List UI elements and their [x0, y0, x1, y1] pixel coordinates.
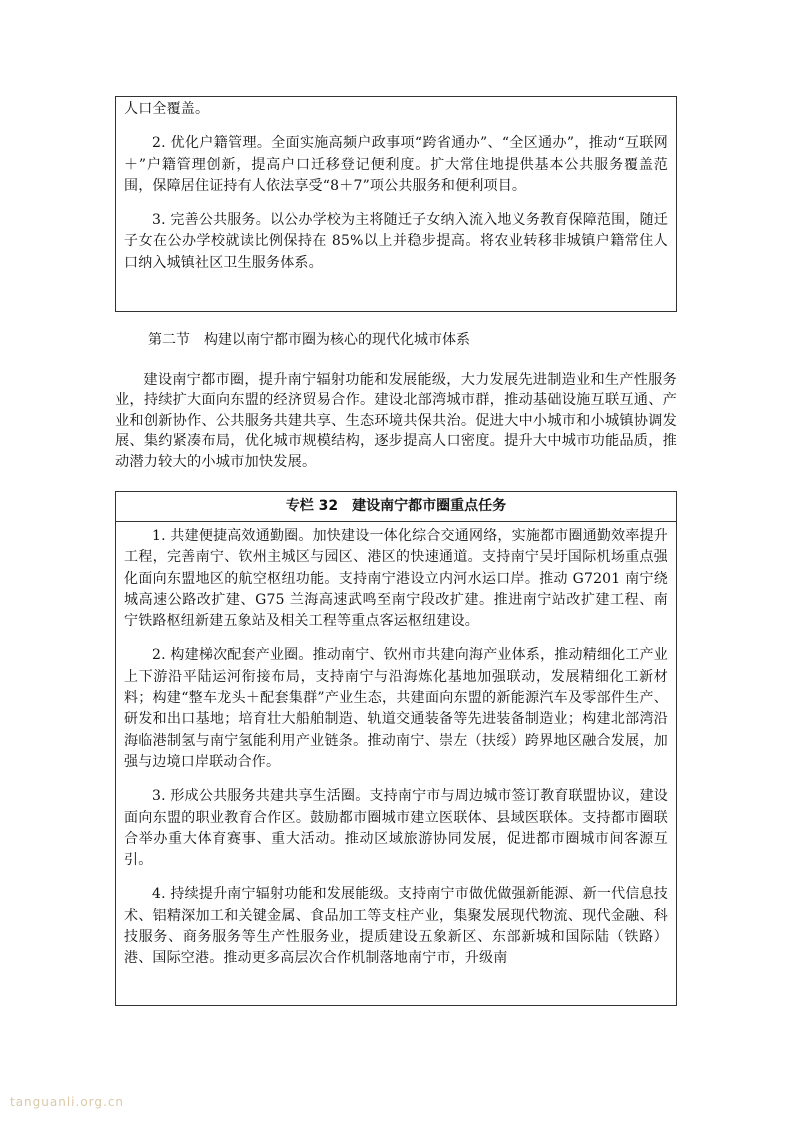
box2-item-2: 2. 构建梯次配套产业圈。推动南宁、钦州市共建向海产业体系，推动精细化工产业上下游沿平陆运河衔接布局，支持南宁与沿海炼化基地加强联动，发展精细化工新材料；构建“整车龙头＋配套集群”产业生态，共建面向东盟的新能源汽车及零部件生产、研发和出口基地；培育壮大船舶制造、轨道交通装备等先进装备制造业；构建北部湾沿海临港制氢与南宁氢能利用产业链条。推动南宁、崇左（扶绥）跨界地区融合发展，加强与边境口岸联动合作。 [124, 647, 668, 770]
column-box-32 [115, 491, 677, 1006]
section-heading: 第二节 构建以南宁都市圈为核心的现代化城市体系 [148, 332, 470, 348]
box2-item-3: 3. 形成公共服务共建共享生活圈。支持南宁市与周边城市签订教育联盟协议，建设面向东盟的职业教育合作区。鼓励都市圈城市建立医联体、县域医联体。支持都市圈联合举办重大体育赛事、重大活动。推动区域旅游协同发展，促进都市圈城市间客源互引。 [124, 788, 668, 869]
policy-box-continued [115, 96, 677, 312]
box1-item-1: 2. 优化户籍管理。全面实施高频户政事项“跨省通办”、“全区通办”，推动“互联网＋”户籍管理创新，提高户口迁移登记便利度。扩大常住地提供基本公共服务覆盖范围，保障居住证持有人依法享受“8＋7”项公共服务和便利项目。 [124, 135, 668, 194]
column-box-title: 专栏 32 建设南宁都市圈重点任务 [116, 492, 676, 522]
box1-item-0: 人口全覆盖。 [124, 101, 210, 117]
box1-item-2: 3. 完善公共服务。以公办学校为主将随迁子女纳入流入地义务教育保障范围，随迁子女在公办学校就读比例保持在 85%以上并稳步提高。将农业转移非城镇户籍常住人口纳入城镇社区卫生服务体系。 [124, 212, 668, 271]
column-box-body [116, 522, 676, 970]
watermark: tanguanli.org.cn [10, 1095, 125, 1109]
box2-item-4: 4. 持续提升南宁辐射功能和发展能级。支持南宁市做优做强新能源、新一代信息技术、铝精深加工和关键金属、食品加工等支柱产业，集聚发展现代物流、现代金融、科技服务、商务服务等生产性服务业，提质建设五象新区、东部新城和国际陆（铁路）港、国际空港。推动更多高层次合作机制落地南宁市，升级南 [124, 886, 668, 967]
box2-item-1: 1. 共建便捷高效通勤圈。加快建设一体化综合交通网络，实施都市圈通勤效率提升工程，完善南宁、钦州主城区与园区、港区的快速通道。支持南宁吴圩国际机场重点强化面向东盟地区的航空枢纽功能。支持南宁港设立内河水运口岸。推动 G7201 南宁绕城高速公路改扩建、G75 兰海高速武鸣至南宁段改扩建。推进南宁站改扩建工程、南宁铁路枢纽新建五象站及相关工程等重点客运枢纽建设。 [124, 528, 668, 630]
section-paragraph: 建设南宁都市圈，提升南宁辐射功能和发展能级，大力发展先进制造业和生产性服务业，持续扩大面向东盟的经济贸易合作。建设北部湾城市群，推动基础设施互联互通、产业和创新协作、公共服务共建共享、生态环境共保共治。促进大中小城市和小城镇协调发展、集约紧凑布局，优化城市规模结构，逐步提高人口密度。提升大中城市功能品质，推动潜力较大的小城市加快发展。 [115, 372, 677, 470]
